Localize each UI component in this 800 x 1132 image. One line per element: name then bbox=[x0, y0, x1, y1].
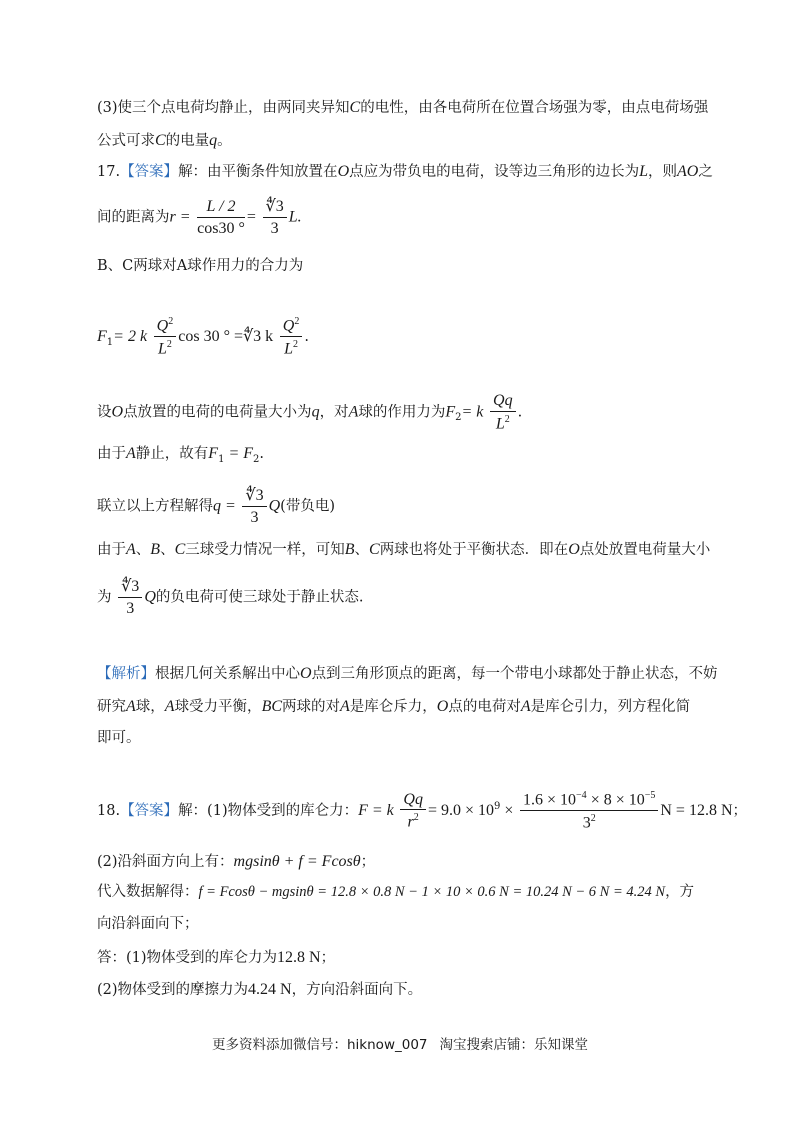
fraction-root3-over-3: $\frac{∜3}{3}$ bbox=[263, 198, 287, 237]
analysis-line2: 研究A球，A球受力平衡，BC两球的对A是库仑斥力，O点的电荷对A是库仑引力，列方程化简 bbox=[97, 698, 691, 715]
p17-bc-force-line: B、C两球对A球作用力的合力为 bbox=[97, 258, 304, 274]
p17-static-line: 由于A静止，故有$F_1 = F_2$. bbox=[97, 445, 264, 465]
page-footer bbox=[0, 1033, 800, 1053]
p18-line3: 代入数据解得：f = Fcosθ − mgsinθ = 12.8 × 0.8 N − 1 × 10 × 0.6 N = 10.24 N − 6 N = 4.24 N，方 bbox=[97, 884, 695, 900]
p18-answer2: (2)物体受到的摩擦力为4.24 N，方向沿斜面向下。 bbox=[97, 981, 423, 998]
p18-answer-line1: 18.【答案】解：(1)物体受到的库仑力：F = k $\frac{Qq}{r^2}$ = $9.0 \times 10^9$ × $\frac{1.6 \times 10^{-4} \times 8 \times 10^{-5}}{3^2}$ N = 12.8 N； bbox=[97, 790, 748, 832]
p18-line4: 向沿斜面向下； bbox=[97, 916, 199, 932]
p17-distance-formula: 间的距离为r = $\frac{L / 2}{\cos 30 ^\circ}$ = $\frac{∜3}{3}$ L. bbox=[97, 198, 302, 237]
p17-set-q-line: 设O点放置的电荷的电荷量大小为q，对A球的作用力为$F_2= k$ $\frac{Qq}{L^2}$ . bbox=[97, 392, 523, 432]
p17-conclusion-line2: 为 $\frac{∜3}{3}$ Q的负电荷可使三球处于静止状态. bbox=[97, 578, 364, 617]
fraction-L-over-cos30: $\frac{L / 2}{\cos 30 ^\circ}$ bbox=[197, 198, 245, 237]
answer-tag-18: 【答案】 bbox=[120, 802, 179, 819]
p17-answer-intro: 17.【答案】解：由平衡条件知放置在O点应为带负电的电荷，设等边三角形的边长为L，则AO之 bbox=[97, 163, 713, 180]
p16-part3-line1: (3)使三个点电荷均静止，由两同夹异知C的电性，由各电荷所在位置合场强为零，由点电荷场强 bbox=[97, 99, 709, 116]
analysis-tag: 【解析】 bbox=[97, 666, 155, 682]
analysis-line1: 【解析】根据几何关系解出中心O点到三角形顶点的距离，每一个带电小球都处于静止状态，不妨 bbox=[97, 665, 718, 682]
answer-tag: 【答案】 bbox=[120, 164, 179, 180]
footer-wechat: 更多资料添加微信号：hiknow_007 bbox=[212, 1037, 428, 1053]
p18-answer1: 答：(1)物体受到的库仑力为12.8 N； bbox=[97, 949, 336, 966]
analysis-line3: 即可。 bbox=[97, 730, 141, 746]
p17-solve-line: 联立以上方程解得q = $\frac{∜3}{3}$ Q(带负电) bbox=[97, 487, 335, 526]
p17-F1-formula: $F_1= 2$ k $\frac{Q^2}{L^2}$ cos 30 ° =∜3 k $\frac{Q^2}{L^2}$ . bbox=[97, 316, 309, 358]
p16-part3-line2: 公式可求C的电量q。 bbox=[97, 132, 232, 149]
p18-line2: (2)沿斜面方向上有：mgsinθ + f = Fcosθ； bbox=[97, 853, 376, 870]
p17-conclusion-line1: 由于A、B、C三球受力情况一样，可知B、C两球也将处于平衡状态．即在O点处放置电荷量大小 bbox=[97, 541, 711, 558]
footer-taobao: 淘宝搜索店铺：乐知课堂 bbox=[439, 1037, 588, 1053]
